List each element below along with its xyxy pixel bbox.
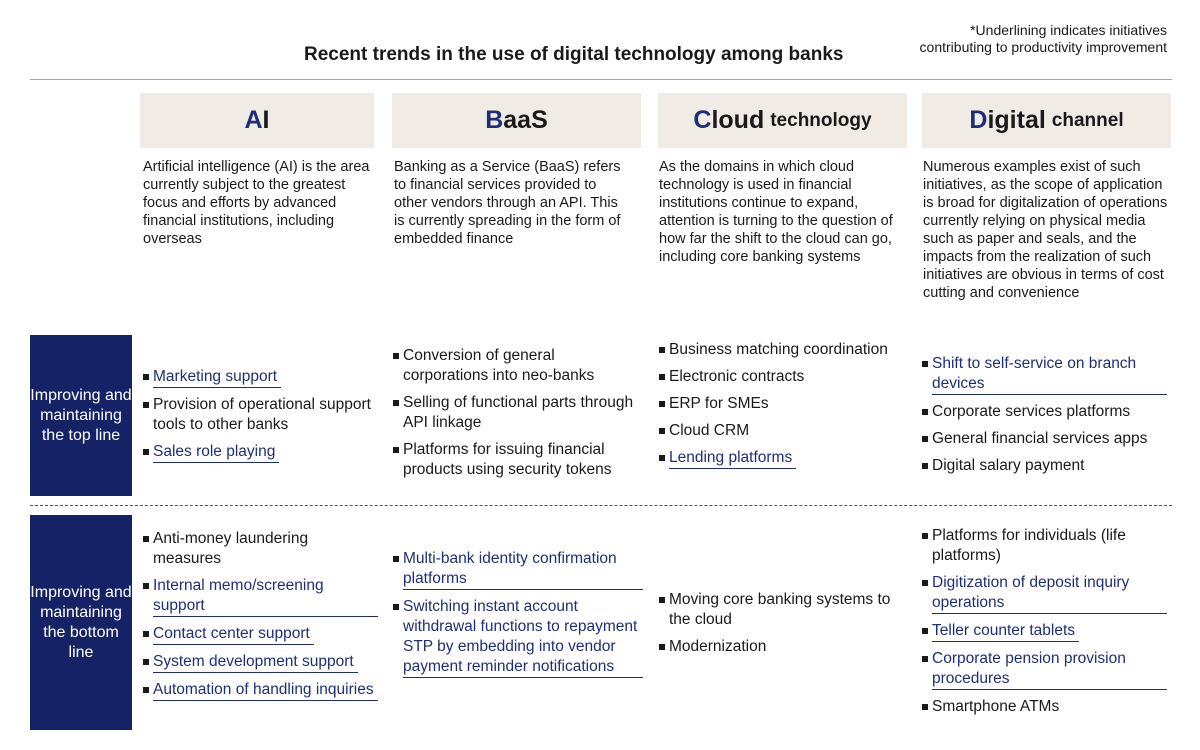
header-baas	[392, 93, 641, 148]
item-text: ERP for SMEs	[669, 395, 769, 412]
header-baas-initial: B	[485, 106, 504, 134]
description-ai: Artificial intelligence (AI) is the area currently subject to the greatest focus and efforts by advanced financial institutions, including overseas	[143, 159, 370, 247]
list-item	[393, 440, 643, 480]
header-cloud-initial: C	[693, 106, 712, 134]
top-items-ai	[143, 367, 375, 470]
item-text: Smartphone ATMs	[932, 698, 1060, 715]
list-item	[143, 652, 378, 673]
underlined-item-text: Automation of handling inquiries	[153, 680, 378, 701]
bottom-items-ai	[143, 529, 378, 708]
item-text: Digital salary payment	[932, 457, 1085, 474]
list-item	[922, 649, 1167, 690]
underlined-item-text: Multi-bank identity confirmation platforms	[403, 549, 643, 590]
top-items-cloud	[659, 340, 904, 476]
bottom-items-cloud	[659, 590, 904, 664]
underlined-item-text: Sales role playing	[153, 442, 279, 463]
top-items-baas	[393, 346, 643, 487]
underlined-item-text: Marketing support	[153, 367, 281, 388]
list-item	[659, 590, 904, 630]
list-item	[922, 354, 1167, 395]
header-ai-initial: A	[244, 106, 263, 134]
list-item	[922, 429, 1167, 449]
header-digital-rest: igital	[987, 106, 1046, 134]
description-digital: Numerous examples exist of such initiatives, as the scope of application is broad for digitalization of operations currently relying on physical media such as paper and seals, and the impacts from the realization of such initiatives are obvious in terms of cost cutting and convenience	[923, 159, 1168, 301]
list-item	[143, 367, 375, 388]
list-item	[143, 624, 378, 645]
underlined-item-text: Lending platforms	[669, 448, 796, 469]
header-digital	[922, 93, 1171, 148]
item-text: Provision of operational support tools to other banks	[153, 396, 371, 433]
row-label-top-line-text: Improving and maintaining the top line	[30, 386, 132, 444]
header-cloud-rest: loud	[711, 106, 765, 134]
list-item	[393, 346, 643, 386]
header-baas-rest: aaS	[503, 106, 548, 134]
header-ai	[140, 93, 374, 148]
underlined-item-text: System development support	[153, 652, 358, 673]
title-rule	[30, 79, 1172, 80]
header-cloud	[658, 93, 907, 148]
item-text: Electronic contracts	[669, 368, 805, 385]
list-item	[143, 442, 375, 463]
top-items-digital	[922, 354, 1167, 483]
header-ai-rest: I	[262, 106, 270, 134]
underlined-item-text: Digitization of deposit inquiry operations	[932, 573, 1167, 614]
description-baas: Banking as a Service (BaaS) refers to financial services provided to other vendors through an API. This is currently spreading in the form of embedded finance	[394, 159, 621, 247]
list-item	[659, 421, 904, 441]
bottom-items-digital	[922, 526, 1167, 724]
header-digital-suffix: channel	[1051, 109, 1124, 131]
item-text: Platforms for issuing financial products using security tokens	[403, 441, 612, 478]
list-item	[393, 393, 643, 433]
list-item	[659, 367, 904, 387]
item-text: Conversion of general corporations into neo-banks	[403, 347, 595, 384]
underlined-item-text: Internal memo/screening support	[153, 576, 378, 617]
list-item	[922, 697, 1167, 717]
item-text: General financial services apps	[932, 430, 1148, 447]
underlined-item-text: Switching instant account withdrawal functions to repayment STP by embedding into vendor payment reminder notifications	[403, 597, 643, 678]
row-label-bottom-line-text: Improving and maintaining the bottom line	[30, 583, 132, 661]
header-cloud-suffix: technology	[770, 109, 872, 131]
item-text: Moving core banking systems to the cloud	[669, 591, 891, 628]
row-divider	[30, 505, 1172, 506]
list-item	[659, 340, 904, 360]
item-text: Modernization	[669, 638, 767, 655]
list-item	[393, 597, 643, 678]
item-text: Selling of functional parts through API linkage	[403, 394, 634, 431]
underlined-item-text: Contact center support	[153, 624, 314, 645]
list-item	[659, 448, 904, 469]
list-item	[922, 573, 1167, 614]
underline-note: *Underlining indicates initiatives contributing to productivity improvement	[919, 22, 1167, 55]
list-item	[393, 549, 643, 590]
underlined-item-text: Teller counter tablets	[932, 621, 1079, 642]
item-text: Anti-money laundering measures	[153, 530, 309, 567]
underlined-item-text: Corporate pension provision procedures	[932, 649, 1167, 690]
bottom-items-baas	[393, 549, 643, 685]
item-text: Corporate services platforms	[932, 403, 1131, 420]
list-item	[143, 576, 378, 617]
row-label-bottom-line	[30, 515, 132, 730]
list-item	[659, 637, 904, 657]
header-digital-initial: D	[969, 106, 988, 134]
list-item	[143, 395, 375, 435]
list-item	[922, 621, 1167, 642]
description-cloud: As the domains in which cloud technology is used in financial institutions continue to expand, attention is turning to the question of how far the shift to the cloud can go, including core banking systems	[659, 159, 893, 265]
row-label-top-line	[30, 335, 132, 496]
diagram-title: Recent trends in the use of digital technology among banks	[304, 44, 844, 65]
list-item	[922, 456, 1167, 476]
item-text: Cloud CRM	[669, 422, 750, 439]
list-item	[143, 529, 378, 569]
item-text: Business matching coordination	[669, 341, 888, 358]
list-item	[922, 402, 1167, 422]
item-text: Platforms for individuals (life platforms)	[932, 527, 1126, 564]
list-item	[922, 526, 1167, 566]
underlined-item-text: Shift to self-service on branch devices	[932, 354, 1167, 395]
list-item	[659, 394, 904, 414]
list-item	[143, 680, 378, 701]
